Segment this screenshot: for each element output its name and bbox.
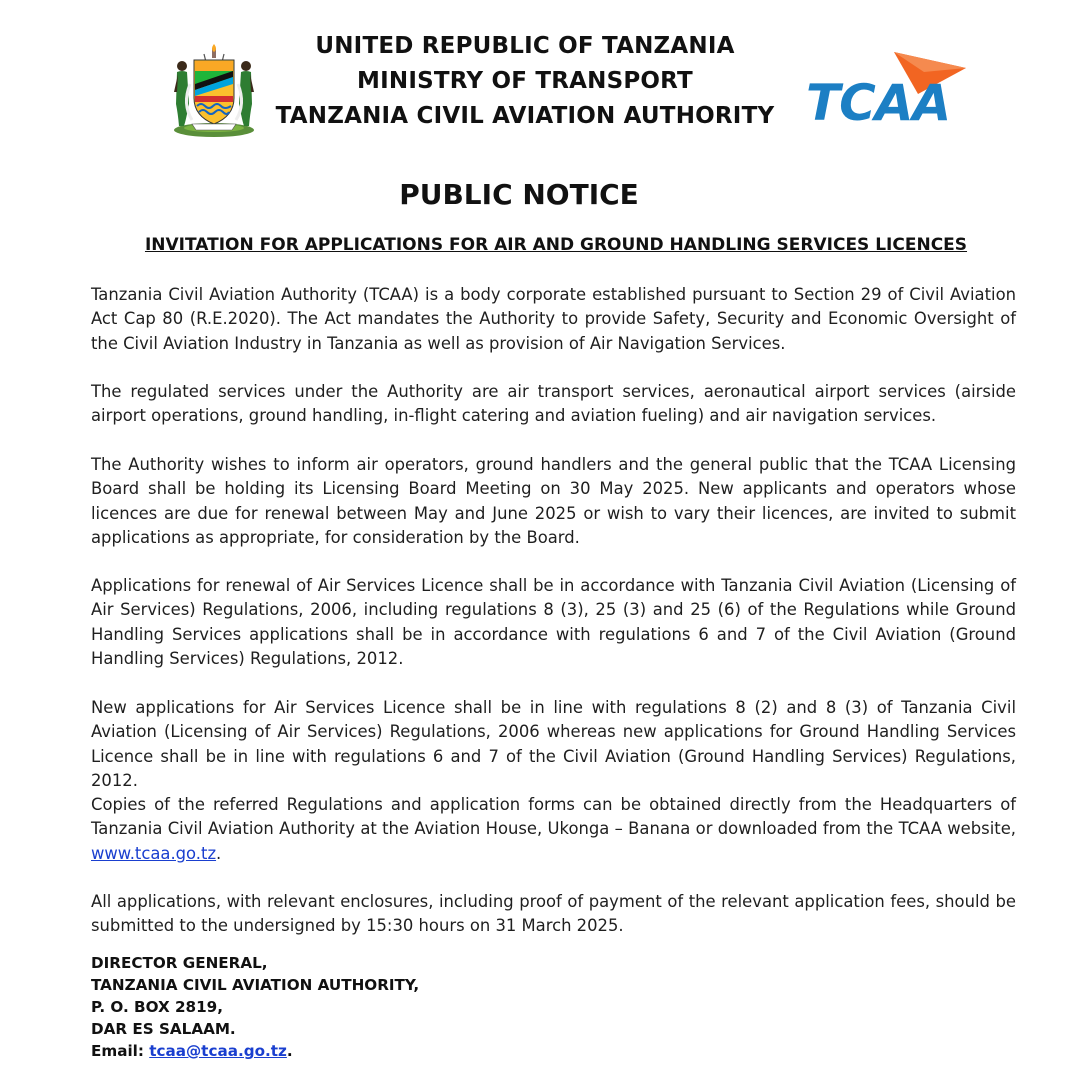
paragraph-6 (91, 793, 1016, 866)
tcaa-logo-text: TCAA (806, 74, 951, 132)
paragraph-1: Tanzania Civil Aviation Authority (TCAA) is a body corporate established pursuant to Section 29 of Civil Aviation Act Cap 80 (R.E.2020). The Act mandates the Authority to provide Safety, Security and Economic Oversight of the Civil Aviation Industry in Tanzania as well as provision of Air Navigation Services. (91, 285, 1016, 353)
signature-organization: TANZANIA CIVIL AVIATION AUTHORITY, (91, 976, 420, 994)
signature-title: DIRECTOR GENERAL, (91, 954, 268, 972)
notice-title: PUBLIC NOTICE (399, 178, 639, 211)
website-suffix: . (216, 843, 222, 863)
paragraph-2: The regulated services under the Authority are air transport services, aeronautical airport services (airside airport operations, ground handling, in-flight catering and aviation fueling) and air navigation services. (91, 382, 1016, 426)
paragraph-4: Applications for renewal of Air Services Licence shall be in accordance with Tanzania Civil Aviation (Licensing of Air Services) Regulations, 2006, including regulations 8 (3), 25 (3) and 25 (6) of the Regulations while Ground Handling Services applications shall be in accordance with regulations 6 and 7 of the Civil Aviation (Ground Handling Services) Regulations, 2012. (91, 576, 1016, 668)
email-suffix: . (286, 1042, 293, 1060)
email-label: Email: (91, 1042, 144, 1060)
header-ministry: MINISTRY OF TRANSPORT (357, 68, 693, 94)
tcaa-logo (806, 50, 968, 132)
signature-email-line (91, 1040, 419, 1062)
signature-city: DAR ES SALAAM. (91, 1020, 236, 1038)
email-link[interactable]: tcaa@tcaa.go.tz (149, 1042, 287, 1060)
paragraph-6-text: Copies of the referred Regulations and application forms can be obtained directly from the Headquarters of Tanzania Civil Aviation Authority at the Aviation House, Ukonga – Banana or downloaded from the TCAA website, (91, 795, 1016, 839)
notice-subtitle: INVITATION FOR APPLICATIONS FOR AIR AND GROUND HANDLING SERVICES LICENCES (144, 235, 968, 255)
paragraph-5: New applications for Air Services Licence shall be in line with regulations 8 (2) and 8 (3) of Tanzania Civil Aviation (Licensing of Air Services) Regulations, 2006 whereas new applications for Ground Handling Services Licence shall be in line with regulations 6 and 7 of the Civil Aviation (Ground Handling Services) Regulations, 2012. (91, 698, 1016, 790)
signature-po-box: P. O. BOX 2819, (91, 998, 224, 1016)
signature-block (91, 952, 419, 1062)
header-authority: TANZANIA CIVIL AVIATION AUTHORITY (275, 103, 775, 129)
website-link[interactable]: www.tcaa.go.tz (91, 843, 217, 863)
paragraph-3: The Authority wishes to inform air operators, ground handlers and the general public that the TCAA Licensing Board shall be holding its Licensing Board Meeting on 30 May 2025. New applicants and operators whose licences are due for renewal between May and June 2025 or wish to vary their licences, are invited to submit applications as appropriate, for consideration by the Board. (91, 455, 1016, 547)
paragraph-7: All applications, with relevant enclosures, including proof of payment of the relevant application fees, should be submitted to the undersigned by 15:30 hours on 31 March 2025. (91, 892, 1016, 936)
header-country: UNITED REPUBLIC OF TANZANIA (315, 33, 735, 59)
